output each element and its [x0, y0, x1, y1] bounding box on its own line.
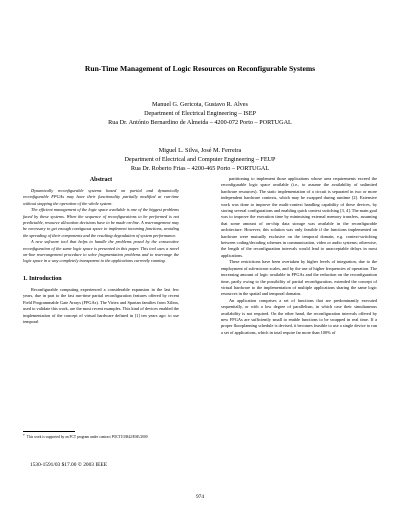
author-names-2: Miguel L. Silva, José M. Ferreira	[158, 147, 242, 154]
abstract-heading: Abstract	[89, 177, 113, 183]
author-dept-1: Department of Electrical Engineering – ISEP	[144, 110, 256, 117]
body-paragraph: These restrictions have been overtaken by higher levels of integration, due to the employment of sub-micron scales, and by the use of higher frequencies of operation. The increasing amount of logic available in FPGAs and the reduction on the reconfiguration time, partly owing to the possibility of partial reconfiguration, extended the concept of virtual hardware to the implementation of multiple applications sharing the same logic resources in the spatial and temporal domains.	[221, 259, 377, 297]
author-address-2: Rua Dr. Roberto Frias – 4200-465 Porto – PORTUGAL	[130, 165, 270, 172]
author-address-1: Rua Dr. António Bernardino de Almeida – 4200-072 Porto – PORTUGAL	[108, 119, 292, 126]
author-block-1	[30, 100, 370, 127]
footnote-symbol: *	[23, 434, 25, 438]
author-names-1: Manuel G. Gericota, Gustavo R. Alves	[152, 101, 248, 108]
intro-heading: 1. Introduction	[23, 275, 62, 282]
right-column	[221, 176, 377, 336]
abstract-paragraph: Dynamically reconfigurable systems based on partial and dynamically reconfigurable FPGAs may have their functionality partially modified at run-time without stopping the operation of the whole system.	[23, 188, 179, 206]
intro-paragraph: Reconfigurable computing experienced a considerable expansion in the last few years, due in part to the fast run-time partial reconfiguration features offered by recent Field Programmable Gate Arrays (FPGAs). The Virtex and Spartan families from Xilinx, used to validate this work, are the most recent examples. This kind of devices enabled the implementation of the concept of virtual hardware defined in [1] ten years ago: to use temporal	[23, 286, 179, 324]
abstract-body	[23, 188, 179, 265]
page-number: 974	[195, 494, 205, 500]
abstract-paragraph: A new software tool that helps to handle the problems posed by the consecutive reconfiguration of the same logic space is presented in this paper. This tool uses a novel on-line rearrangement procedure to solve fragmentation problems and to rearrange the logic space in a way completely transparent to the applications currently running.	[23, 239, 179, 264]
body-paragraph: partitioning to implement those applications whose area requirements exceed the reconfigurable logic space available (i.e., to assume the availability of unlimited hardware resources). The static implementation of a circuit is separated in two or more independent hardware contexts, which may be swapped during runtime [2]. Extensive work was done to improve the multi-context handling capability of these devices, by storing several configurations and enabling quick context switching [3, 4]. The main goal was to improve the execution time by minimising external memory transfers, assuming that some amount of on-chip data storage was available in the reconfigurable architecture. However, this solution was only feasible if the functions implemented on hardware were mutually exclusive on the temporal domain, e.g. context-switching between coding/decoding schemes in communication, video or audio systems; otherwise, the length of the reconfiguration intervals would lead to unacceptable delays in most applications.	[221, 176, 377, 258]
footnote	[23, 434, 179, 440]
copyright-line: 1530-1591/03 $17.00 © 2003 IEEE	[30, 462, 108, 468]
abstract-paragraph: The efficient management of the logic space available is one of the biggest problems faced by these systems. When the sequence of reconfigurations to be performed is not predictable, resource allocation decisions have to be made on-line. A rearrangement may be necessary to get enough contiguous space to implement incoming functions, avoiding the spreading of their components and the resulting degradation of system performance.	[23, 207, 179, 238]
body-paragraph: An application comprises a set of functions that are predominantly executed sequentially, or with a low degree of parallelism, in which case their simultaneous availability is not required. On the other hand, the reconfiguration intervals offered by new FPGAs are sufficiently small to enable functions to be swapped in real time. If a proper floorplanning schedule is devised, it becomes feasible to use a single device to run a set of applications, which in total require far more than 100% of	[221, 297, 377, 335]
footnote-text: This work is supported by an FCT program under contract POCTI/33842/ESE/2000	[26, 435, 148, 439]
author-block-2	[30, 146, 370, 173]
left-column	[23, 176, 179, 325]
author-dept-2: Department of Electrical and Computer Engineering – FEUP	[124, 156, 276, 163]
paper-title: Run-Time Management of Logic Resources on Reconfigurable Systems	[84, 64, 316, 73]
footnote-rule	[23, 431, 75, 432]
